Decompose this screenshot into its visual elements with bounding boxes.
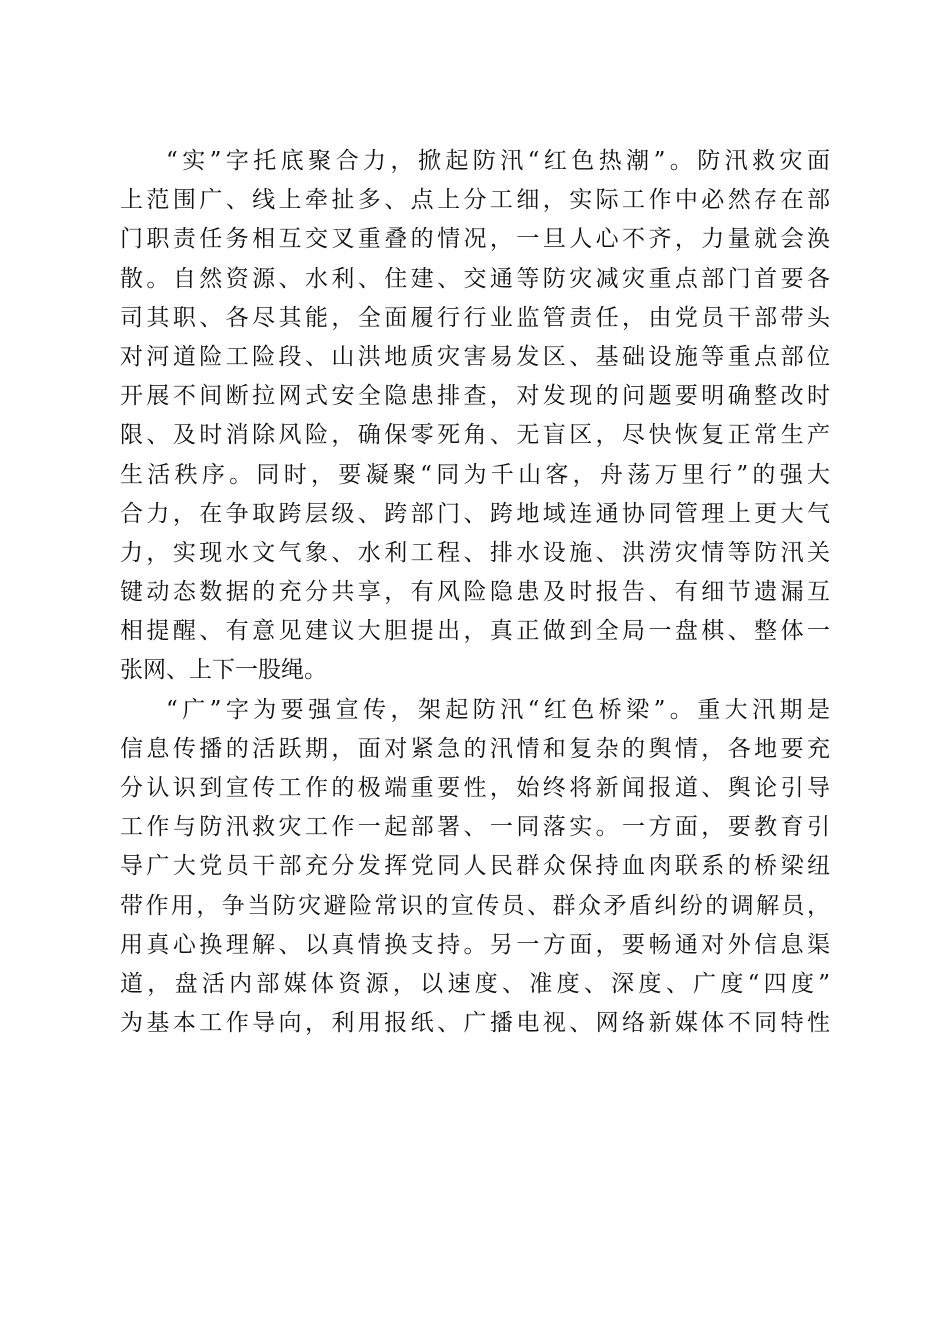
text-line: 分认识到宣传工作的极端重要性，始终将新闻报道、舆论引导 — [120, 775, 830, 801]
text-line: 信息传播的活跃期，面对紧急的汛情和复杂的舆情，各地要充 — [120, 735, 830, 762]
text-line: 开展不间断拉网式安全隐患排查，对发现的问题要明确整改时 — [120, 383, 830, 410]
text-line: 导广大党员干部充分发挥党同人民群众保持血肉联系的桥梁纽 — [120, 853, 830, 880]
text-line: 带作用，争当防灾避险常识的宣传员、群众矛盾纠纷的调解员， — [120, 892, 830, 919]
body-text — [120, 142, 830, 1043]
text-line: 为基本工作导向，利用报纸、广播电视、网络新媒体不同特性 — [120, 1010, 830, 1037]
text-line: “实”字托底聚合力，掀起防汛“红色热潮”。防汛救灾面 — [166, 148, 830, 174]
paragraph-2 — [120, 691, 830, 1044]
text-line: 键动态数据的充分共享，有风险隐患及时报告、有细节遗漏互 — [120, 579, 830, 606]
text-line: 合力，在争取跨层级、跨部门、跨地域连通协同管理上更大气 — [120, 500, 830, 527]
text-line: 对河道险工险段、山洪地质灾害易发区、基础设施等重点部位 — [120, 343, 830, 370]
text-line: 用真心换理解、以真情换支持。另一方面，要畅通对外信息渠 — [120, 931, 830, 958]
text-line: 力，实现水文气象、水利工程、排水设施、洪涝灾情等防汛关 — [120, 539, 830, 566]
text-line: 散。自然资源、水利、住建、交通等防灾减灾重点部门首要各 — [120, 265, 830, 292]
text-line: 上范围广、线上牵扯多、点上分工细，实际工作中必然存在部 — [120, 187, 830, 214]
text-line: 门职责任务相互交叉重叠的情况，一旦人心不齐，力量就会涣 — [120, 226, 830, 253]
text-line: 限、及时消除风险，确保零死角、无盲区，尽快恢复正常生产 — [120, 422, 830, 449]
text-line: 张网、上下一股绳。 — [120, 657, 327, 684]
text-line: “广”字为要强宣传，架起防汛“红色桥梁”。重大汛期是 — [166, 696, 830, 723]
paragraph-1 — [120, 142, 830, 691]
text-line: 工作与防汛救灾工作一起部署、一同落实。一方面，要教育引 — [120, 814, 830, 841]
text-line: 相提醒、有意见建议大胆提出，真正做到全局一盘棋、整体一 — [120, 618, 830, 645]
text-line: 司其职、各尽其能，全面履行行业监管责任，由党员干部带头 — [120, 304, 830, 331]
text-line: 道，盘活内部媒体资源，以速度、准度、深度、广度“四度” — [120, 970, 830, 997]
text-line: 生活秩序。同时，要凝聚“同为千山客，舟荡万里行”的强大 — [120, 461, 830, 488]
